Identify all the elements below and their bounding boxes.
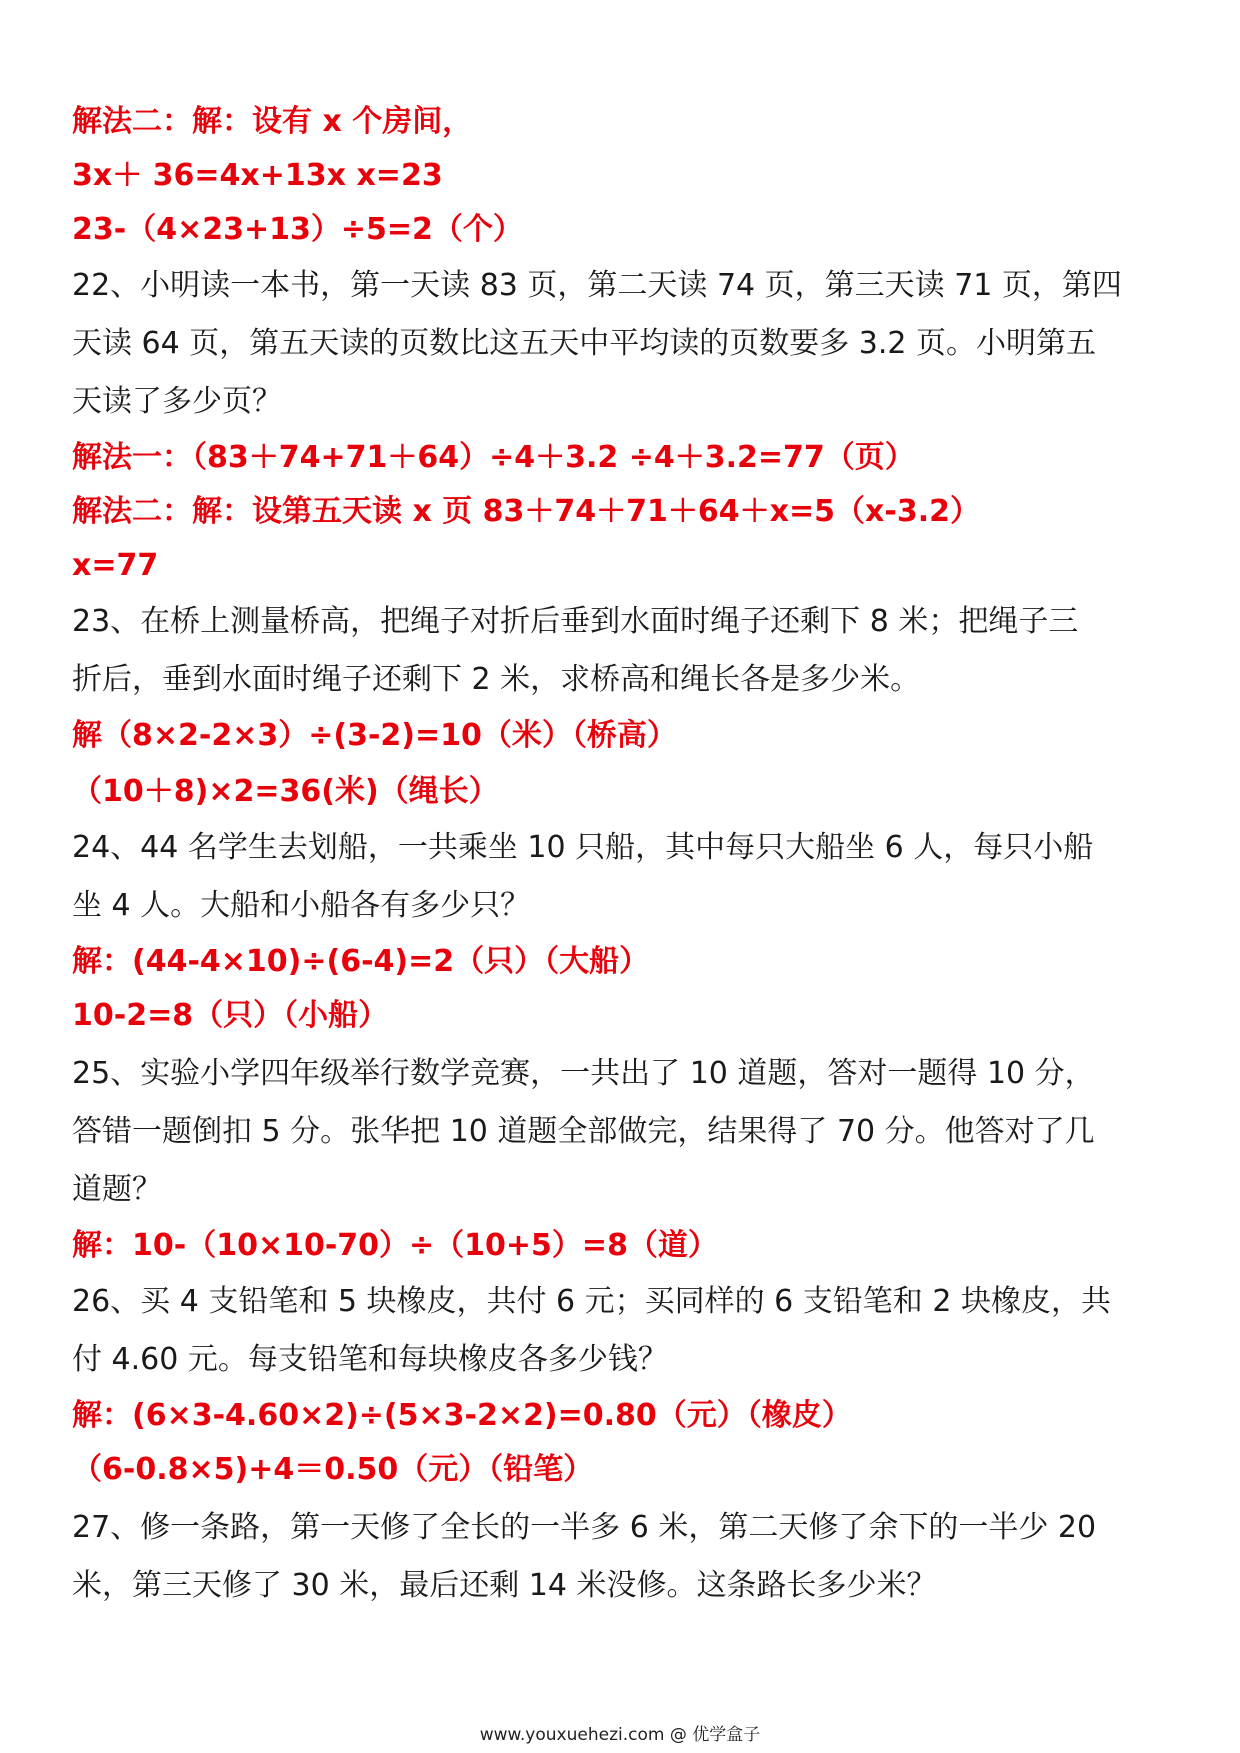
question-27-line1: 27、修一条路，第一天修了全长的一半多 6 米，第二天修了余下的一半少 20 — [72, 1510, 1097, 1545]
question-25-line3: 道题？ — [72, 1172, 162, 1207]
question-22-line3: 天读了多少页？ — [72, 384, 282, 419]
answer-q21-method2-line1: 解法二：解：设有 x 个房间， — [72, 104, 473, 139]
answer-23-line2: （10＋8)×2=36(米)（绳长） — [72, 774, 499, 809]
answer-26-line1: 解：(6×3-4.60×2)÷(5×3-2×2)=0.80（元）（橡皮） — [72, 1398, 852, 1433]
question-23-line2: 折后，垂到水面时绳子还剩下 2 米，求桥高和绳长各是多少米。 — [72, 662, 921, 697]
question-26-line2: 付 4.60 元。每支铅笔和每块橡皮各多少钱？ — [72, 1342, 668, 1377]
question-22-line2: 天读 64 页，第五天读的页数比这五天中平均读的页数要多 3.2 页。小明第五 — [72, 326, 1097, 361]
answer-24-line1: 解：(44-4×10)÷(6-4)=2（只）（大船） — [72, 944, 650, 979]
answer-25: 解：10-（10×10-70）÷（10+5）=8（道） — [72, 1228, 718, 1263]
question-27-line2: 米，第三天修了 30 米，最后还剩 14 米没修。这条路长多少米？ — [72, 1568, 937, 1603]
answer-23-line1: 解（8×2-2×3）÷(3-2)=10（米）（桥高） — [72, 718, 677, 753]
footer-watermark: www.youxuehezi.com @ 优学盒子 — [479, 1725, 761, 1745]
answer-22-result: x=77 — [72, 548, 159, 583]
answer-24-line2: 10-2=8（只）（小船） — [72, 998, 389, 1033]
question-25-line2: 答错一题倒扣 5 分。张华把 10 道题全部做完，结果得了 70 分。他答对了几 — [72, 1114, 1095, 1149]
answer-22-method1: 解法一：（83＋74+71＋64）÷4＋3.2 ÷4＋3.2=77（页） — [72, 440, 915, 475]
question-26-line1: 26、买 4 支铅笔和 5 块橡皮，共付 6 元；买同样的 6 支铅笔和 2 块橡皮，共 — [72, 1284, 1111, 1319]
question-25-line1: 25、实验小学四年级举行数学竞赛，一共出了 10 道题，答对一题得 10 分， — [72, 1056, 1095, 1091]
question-22-line1: 22、小明读一本书，第一天读 83 页，第二天读 74 页，第三天读 71 页，第四 — [72, 268, 1122, 303]
question-24-line1: 24、44 名学生去划船，一共乘坐 10 只船，其中每只大船坐 6 人，每只小船 — [72, 830, 1094, 865]
answer-22-method2: 解法二：解：设第五天读 x 页 83＋74＋71＋64＋x=5（x-3.2） — [72, 494, 980, 529]
answer-q21-method2-line2: 3x＋ 36=4x+13x x=23 — [72, 158, 443, 193]
question-23-line1: 23、在桥上测量桥高，把绳子对折后垂到水面时绳子还剩下 8 米；把绳子三 — [72, 604, 1079, 639]
answer-26-line2: （6-0.8×5)+4＝0.50（元）（铅笔） — [72, 1452, 594, 1487]
answer-q21-method2-line3: 23-（4×23+13）÷5=2（个） — [72, 212, 523, 247]
question-24-line2: 坐 4 人。大船和小船各有多少只？ — [72, 888, 531, 923]
